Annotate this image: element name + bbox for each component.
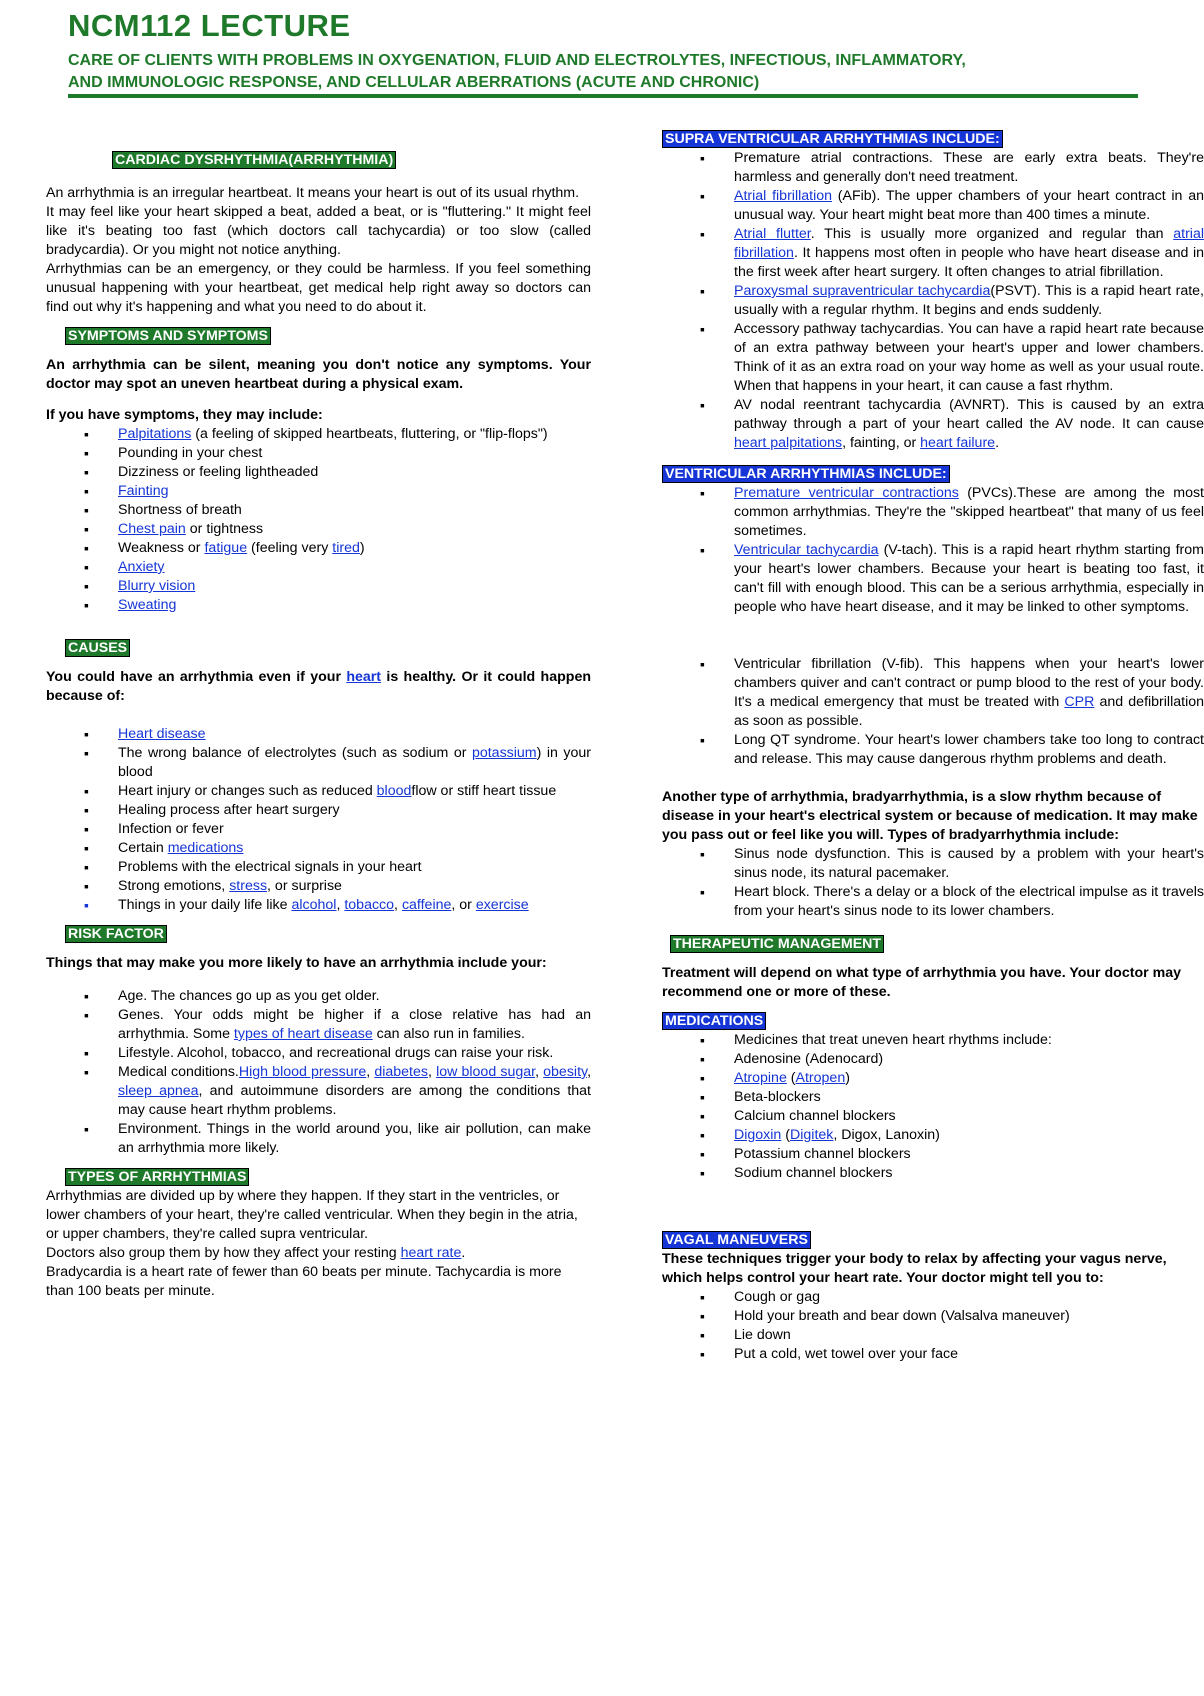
text: . (461, 1245, 466, 1261)
atrial-flutter-link[interactable]: Atrial flutter (734, 226, 811, 242)
potassium-link[interactable]: potassium (471, 745, 537, 761)
chest-pain-link[interactable]: Chest pain (118, 521, 186, 537)
blood-link[interactable]: blood (376, 783, 412, 799)
symptoms-intro: An arrhythmia can be silent, meaning you don't notice any symptoms. Your doctor may spot an uneven heartbeat during a physical exam. (46, 357, 591, 392)
list-item: ▪ Problems with the electrical signals in your heart (46, 858, 591, 877)
risk-factor-heading (46, 925, 591, 944)
item-text: or tightness (185, 521, 264, 537)
heading-label: CARDIAC DYSRHYTHMIA(ARRHYTHMIA) (112, 151, 396, 169)
symptoms-list (46, 425, 591, 615)
item-text: ( (786, 1070, 796, 1086)
item-text: and defibrillation as soon as possible. (734, 694, 1204, 729)
pvc-link[interactable]: Premature ventricular contractions (734, 485, 959, 501)
item-text: , (366, 1064, 375, 1080)
stress-link[interactable]: stress (229, 878, 268, 894)
item-text: , (535, 1064, 544, 1080)
item-text: , fainting, or (842, 435, 921, 451)
item-text: ) in your blood (118, 745, 591, 780)
list-item (662, 484, 1204, 541)
list-item (662, 225, 1204, 282)
list-item: ▪ Adenosine (Adenocard) (662, 1050, 1204, 1069)
list-item (662, 1069, 1204, 1088)
list-item (46, 744, 591, 782)
list-item (46, 725, 591, 744)
list-item: ▪ Infection or fever (46, 820, 591, 839)
heart-palpitations-link[interactable]: heart palpitations (734, 435, 843, 451)
heading-label: RISK FACTOR (65, 925, 167, 943)
text: Doctors also group them by how they affect your resting (46, 1245, 401, 1261)
list-item (46, 558, 591, 577)
heading-label: VENTRICULAR ARRHYTHMIAS INCLUDE: (662, 465, 950, 483)
heading-label: SUPRA VENTRICULAR ARRHYTHMIAS INCLUDE: (662, 130, 1003, 148)
list-item: ▪ Potassium channel blockers (662, 1145, 1204, 1164)
list-item: ▪ Healing process after heart surgery (46, 801, 591, 820)
anxiety-link[interactable]: Anxiety (118, 559, 165, 575)
types-of-heart-disease-link[interactable]: types of heart disease (233, 1026, 373, 1042)
text: You could have an arrhythmia even if your (46, 669, 347, 685)
fatigue-link[interactable]: fatigue (204, 540, 248, 556)
item-text: , or (451, 897, 476, 913)
list-item: ▪ Cough or gag (662, 1288, 1204, 1307)
list-item: ▪ Age. The chances go up as you get older. (46, 987, 591, 1006)
item-text: , (587, 1064, 592, 1080)
heading-label: CAUSES (65, 639, 130, 657)
item-text: . It happens most often in people who have heart disease and in the first week after heart surgery. It often changes to atrial fibrillation. (734, 245, 1204, 280)
types-paragraph-1: Arrhythmias are divided up by where they happen. If they start in the ventricles, or lower chambers of your heart, they're called ventricular. When they begin in the atria, or upper chambers, they're called supra ventricular. (46, 1188, 578, 1242)
header-divider (68, 94, 1138, 98)
item-text: (a feeling of skipped heartbeats, fluttering, or "flip-flops") (191, 426, 548, 442)
item-text: , (427, 1064, 437, 1080)
list-item: ▪ Hold your breath and bear down (Valsalva maneuver) (662, 1307, 1204, 1326)
bradyarrhythmia-list (662, 845, 1204, 921)
digitek-link[interactable]: Digitek (790, 1127, 834, 1143)
list-item (662, 655, 1204, 731)
caffeine-link[interactable]: caffeine (401, 897, 452, 913)
ventricular-tachycardia-link[interactable]: Ventricular tachycardia (734, 542, 879, 558)
list-item: ▪ Put a cold, wet towel over your face (662, 1345, 1204, 1364)
item-text: . This is usually more organized and regular than (810, 226, 1174, 242)
page-subtitle-line-1: CARE OF CLIENTS WITH PROBLEMS IN OXYGENATION, FLUID AND ELECTROLYTES, INFECTIOUS, INFLAMMATORY, (68, 52, 966, 69)
list-item (46, 896, 591, 915)
list-item: ▪ Shortness of breath (46, 501, 591, 520)
item-text: Genes. Your odds might be higher if a close relative has had an arrhythmia. Some (118, 1007, 591, 1042)
list-item: ▪ Environment. Things in the world around you, like air pollution, can make an arrhythmia more likely. (46, 1120, 591, 1158)
heading-label: THERAPEUTIC MANAGEMENT (670, 935, 884, 953)
item-text: Heart injury or changes such as reduced (118, 783, 377, 799)
page-title: NCM112 LECTURE (68, 8, 351, 43)
left-column (46, 130, 591, 1301)
item-text: , or surprise (267, 878, 342, 894)
list-item: ▪ Pounding in your chest (46, 444, 591, 463)
list-item: ▪ Beta-blockers (662, 1088, 1204, 1107)
list-item: ▪ Accessory pathway tachycardias. You can have a rapid heart rate because of an extra pathway between your heart's upper and lower chambers. Think of it as an extra road on your way home as well as your usual route. When that happens in your heart, it can cause a fast rhythm. (662, 320, 1204, 396)
list-item (46, 1063, 591, 1120)
item-text: flow or stiff heart tissue (411, 783, 557, 799)
list-item (46, 577, 591, 596)
atrial-fibrillation-link[interactable]: atrial fibrillation (734, 226, 1204, 261)
ventricular-list-continued (662, 655, 1204, 769)
list-item (46, 839, 591, 858)
item-text: Certain (118, 840, 168, 856)
risk-list (46, 987, 591, 1158)
fainting-link[interactable]: Fainting (118, 483, 169, 499)
list-item: ▪ Heart block. There's a delay or a block of the electrical impulse as it travels from your heart's sinus node to its lower chambers. (662, 883, 1204, 921)
page-header (68, 6, 1138, 94)
item-text: Weakness or (118, 540, 205, 556)
item-text: AV nodal reentrant tachycardia (AVNRT). This is caused by an extra pathway through a part of your heart called the AV node. It can cause (734, 397, 1204, 432)
list-item (46, 539, 591, 558)
list-item: ▪ Sinus node dysfunction. This is caused by a problem with your heart's sinus node, its natural pacemaker. (662, 845, 1204, 883)
item-text: Ventricular fibrillation (V-fib). This happens when your heart's lower chambers quiver and can't contract or pump blood to the rest of your body. It's a medical emergency that must be treated with (734, 656, 1204, 710)
types-paragraph-3: Bradycardia is a heart rate of fewer than 60 beats per minute. Tachycardia is more than 100 beats per minute. (46, 1264, 562, 1299)
heading-label: VAGAL MANEUVERS (662, 1231, 811, 1249)
item-text: , (336, 897, 345, 913)
item-text: (PSVT). This is a rapid heart rate, usually with a regular rhythm. It begins and ends suddenly. (734, 283, 1204, 318)
symptoms-heading (46, 327, 591, 346)
item-text: ) (845, 1070, 850, 1086)
list-item: ▪ Long QT syndrome. Your heart's lower chambers take too long to contract and release. This may cause dangerous rhythm problems and death. (662, 731, 1204, 769)
heading-label: TYPES OF ARRHYTHMIAS (65, 1168, 249, 1186)
list-item (46, 877, 591, 896)
intro-paragraph-1: An arrhythmia is an irregular heartbeat. It means your heart is out of its usual rhythm. (46, 185, 580, 201)
heart-disease-link[interactable]: Heart disease (118, 726, 206, 742)
types-paragraph-2 (46, 1244, 591, 1263)
medications-heading (662, 1012, 1204, 1031)
atrial-fibrillation-link[interactable]: Atrial fibrillation (734, 188, 833, 204)
intro-paragraph-2: It may feel like your heart skipped a beat, added a beat, or is "fluttering." It might feel like it's beating too fast (which doctors call tachycardia) or too slow (called bradycardia). Or you might not notice anything. (46, 204, 591, 258)
item-text: can also run in families. (372, 1026, 525, 1042)
list-item (662, 1126, 1204, 1145)
medications-link[interactable]: medications (167, 840, 244, 856)
medications-list (662, 1031, 1204, 1183)
obesity-link[interactable]: obesity (543, 1064, 588, 1080)
list-item: ▪ Lifestyle. Alcohol, tobacco, and recreational drugs can raise your risk. (46, 1044, 591, 1063)
symptoms-lead: If you have symptoms, they may include: (46, 407, 323, 423)
item-text: Things in your daily life like (118, 897, 292, 913)
item-text: , (394, 897, 402, 913)
exercise-link[interactable]: exercise (475, 897, 529, 913)
heading-label: SYMPTOMS AND SYMPTOMS (65, 327, 271, 345)
list-item (46, 425, 591, 444)
item-text: ( (781, 1127, 790, 1143)
item-text: (PVCs).These are among the most common arrhythmias. They're the "skipped heartbeat" that many of us feel sometimes. (734, 485, 1204, 539)
list-item: ▪ Lie down (662, 1326, 1204, 1345)
item-text: (feeling very (247, 540, 333, 556)
item-text: . (995, 435, 1000, 451)
therapeutic-intro: Treatment will depend on what type of arrhythmia you have. Your doctor may recommend one or more of these. (662, 965, 1181, 1000)
page-subtitle-line-2: AND IMMUNOLOGIC RESPONSE, AND CELLULAR ABERRATIONS (ACUTE AND CHRONIC) (68, 74, 760, 91)
atropine-link[interactable]: Atropine (734, 1070, 787, 1086)
atropen-link[interactable]: Atropen (795, 1070, 846, 1086)
supra-ventricular-heading (662, 130, 1204, 149)
vagal-list (662, 1288, 1204, 1364)
list-item (46, 782, 591, 801)
intro-paragraph-3: Arrhythmias can be an emergency, or they could be harmless. If you feel something unusual happening with your heartbeat, get medical help right away so doctors can find out why it's happening and what you need to do about it. (46, 261, 591, 315)
list-item (662, 282, 1204, 320)
vagal-intro: These techniques trigger your body to relax by affecting your vagus nerve, which helps control your heart rate. Your doctor might tell you to: (662, 1251, 1167, 1286)
list-item (46, 596, 591, 615)
causes-intro (46, 668, 591, 706)
list-item (662, 541, 1204, 617)
tobacco-link[interactable]: tobacco (344, 897, 395, 913)
bradyarrhythmia-intro: Another type of arrhythmia, bradyarrhythmia, is a slow rhythm because of disease in your heart's electrical system or because of medication. It may make you pass out or feel like you will. Types of bradyarrhythmia include: (662, 789, 1198, 843)
vagal-maneuvers-heading (662, 1231, 1204, 1250)
sweating-link[interactable]: Sweating (118, 597, 177, 613)
ventricular-heading (662, 465, 1204, 484)
tired-link[interactable]: tired (332, 540, 360, 556)
heart-rate-link[interactable]: heart rate (400, 1245, 462, 1261)
alcohol-link[interactable]: alcohol (291, 897, 337, 913)
item-text: The wrong balance of electrolytes (such as sodium or (118, 745, 472, 761)
item-text: , and autoimmune disorders are among the conditions that may cause heart rhythm problems. (118, 1083, 591, 1118)
high-blood-pressure-link[interactable]: High blood pressure (238, 1064, 367, 1080)
psvt-link[interactable]: Paroxysmal supraventricular tachycardia (734, 283, 991, 299)
digoxin-link[interactable]: Digoxin (734, 1127, 782, 1143)
cpr-link[interactable]: CPR (1064, 694, 1095, 710)
list-item: ▪ Sodium channel blockers (662, 1164, 1204, 1183)
item-text: Medical conditions. (118, 1064, 239, 1080)
ventricular-list (662, 484, 1204, 617)
palpitations-link[interactable]: Palpitations (118, 426, 192, 442)
cardiac-dysrhythmia-heading (46, 151, 591, 170)
heart-failure-link[interactable]: heart failure (920, 435, 996, 451)
list-item (662, 396, 1204, 453)
list-item (46, 482, 591, 501)
diabetes-link[interactable]: diabetes (374, 1064, 428, 1080)
list-item: ▪ Medicines that treat uneven heart rhythms include: (662, 1031, 1204, 1050)
list-item (46, 520, 591, 539)
list-item (46, 1006, 591, 1044)
list-item: ▪ Calcium channel blockers (662, 1107, 1204, 1126)
causes-list (46, 725, 591, 915)
types-heading (46, 1168, 591, 1187)
item-text: ) (359, 540, 365, 556)
item-text: (V-tach). This is a rapid heart rhythm starting from your heart's lower chambers. Because your heart is beating too fast, it can't fill with enough blood. This can be a serious arrhythmia, especially in people who have heart disease, and it may be linked to other symptoms. (734, 542, 1204, 615)
risk-intro: Things that may make you more likely to have an arrhythmia include your: (46, 955, 547, 971)
causes-heading (46, 639, 591, 658)
item-text: , Digox, Lanoxin) (833, 1127, 940, 1143)
blurry-vision-link[interactable]: Blurry vision (118, 578, 196, 594)
item-text: Strong emotions, (118, 878, 230, 894)
therapeutic-management-heading (662, 935, 1204, 954)
heading-label: MEDICATIONS (662, 1012, 766, 1030)
supra-list (662, 149, 1204, 453)
right-column (662, 130, 1204, 1364)
list-item: ▪ Premature atrial contractions. These are early extra beats. They're harmless and generally don't need treatment. (662, 149, 1204, 187)
list-item (662, 187, 1204, 225)
text: is healthy. Or it could happen because of: (46, 669, 592, 704)
sleep-apnea-link[interactable]: sleep apnea (118, 1083, 199, 1099)
list-item: ▪ Dizziness or feeling lightheaded (46, 463, 591, 482)
heart-link[interactable]: heart (346, 669, 382, 685)
low-blood-sugar-link[interactable]: low blood sugar (436, 1064, 536, 1080)
item-text: (AFib). The upper chambers of your heart contract in an unusual way. Your heart might beat more than 400 times a minute. (734, 188, 1204, 223)
